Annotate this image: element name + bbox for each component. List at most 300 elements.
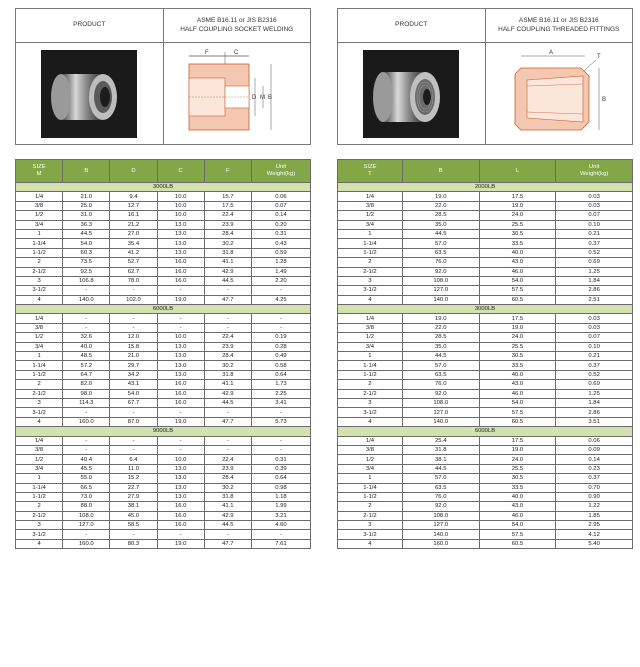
spec-label: ASME B16.11 or JIS B2316 HALF COUPLING SOCKET WELDING xyxy=(164,9,311,43)
table-cell: - xyxy=(63,314,110,323)
table-row xyxy=(338,333,633,342)
table-cell: 28.4 xyxy=(204,229,251,238)
table-cell: 40.4 xyxy=(63,455,110,464)
table-cell: 31.8 xyxy=(204,370,251,379)
table-cell: 92.0 xyxy=(402,502,479,511)
table-cell: - xyxy=(110,408,157,417)
table-cell: 0.03 xyxy=(556,192,633,201)
table-cell: 13.0 xyxy=(157,239,204,248)
table-cell: 10.0 xyxy=(157,201,204,210)
table-cell: 2-1/2 xyxy=(16,267,63,276)
column-header: B xyxy=(63,160,110,183)
table-cell: 0.14 xyxy=(251,211,310,220)
table-row xyxy=(16,352,311,361)
socket-weld-diagram xyxy=(177,46,297,142)
table-cell: 13.0 xyxy=(157,342,204,351)
table-cell: 43.0 xyxy=(479,380,556,389)
table-cell: 57.0 xyxy=(402,239,479,248)
table-cell: 43.1 xyxy=(110,380,157,389)
table-cell: 2 xyxy=(16,380,63,389)
table-cell: 1-1/4 xyxy=(16,361,63,370)
product-photo xyxy=(16,43,163,144)
table-row xyxy=(338,295,633,304)
table-row xyxy=(338,267,633,276)
table-cell: 66.5 xyxy=(63,483,110,492)
table-cell: 57.0 xyxy=(402,474,479,483)
table-cell: - xyxy=(157,408,204,417)
table-row xyxy=(338,417,633,426)
product-photo xyxy=(338,43,485,144)
table-cell: 10.0 xyxy=(157,192,204,201)
table-cell: 36.3 xyxy=(63,220,110,229)
table-row xyxy=(338,201,633,210)
table-row xyxy=(338,370,633,379)
table-cell: 140.0 xyxy=(402,530,479,539)
table-cell: 1.25 xyxy=(556,267,633,276)
table-cell: 16.0 xyxy=(157,511,204,520)
table-row xyxy=(16,455,311,464)
table-cell: 62.7 xyxy=(110,267,157,276)
table-cell: 60.5 xyxy=(479,295,556,304)
table-cell: 1/2 xyxy=(16,455,63,464)
table-cell: 13.0 xyxy=(157,483,204,492)
table-row xyxy=(338,408,633,417)
product-label: PRODUCT xyxy=(16,9,163,43)
threaded-panel xyxy=(337,8,633,549)
table-cell: 1-1/4 xyxy=(338,361,403,370)
table-row xyxy=(338,220,633,229)
table-cell: 3-1/2 xyxy=(338,286,403,295)
table-body xyxy=(16,183,311,549)
table-row xyxy=(338,502,633,511)
table-cell: 19.0 xyxy=(402,192,479,201)
table-cell: 23.9 xyxy=(204,342,251,351)
table-cell: 1.99 xyxy=(251,502,310,511)
table-cell: 15.2 xyxy=(110,474,157,483)
table-cell: 4 xyxy=(338,417,403,426)
table-row xyxy=(338,436,633,445)
table-cell: 31.0 xyxy=(63,211,110,220)
table-row xyxy=(16,239,311,248)
table-cell: 3.41 xyxy=(251,398,310,407)
table-cell: 57.5 xyxy=(479,408,556,417)
table-cell: 1.49 xyxy=(251,267,310,276)
product-label: PRODUCT xyxy=(338,9,485,43)
table-cell: 1/2 xyxy=(16,333,63,342)
table-cell: 3.51 xyxy=(556,417,633,426)
table-row xyxy=(16,483,311,492)
table-row xyxy=(16,258,311,267)
table-cell: 40.0 xyxy=(479,248,556,257)
table-row xyxy=(16,295,311,304)
table-cell: 27.9 xyxy=(110,492,157,501)
table-cell: - xyxy=(204,286,251,295)
table-cell: - xyxy=(157,436,204,445)
table-row xyxy=(16,342,311,351)
table-cell: 0.14 xyxy=(556,455,633,464)
table-cell: 0.31 xyxy=(251,229,310,238)
table-cell: 28.5 xyxy=(402,333,479,342)
table-cell: 2-1/2 xyxy=(338,389,403,398)
table-cell: 16.0 xyxy=(157,521,204,530)
table-cell: 92.0 xyxy=(402,267,479,276)
product-header xyxy=(337,8,633,145)
table-cell: 2-1/2 xyxy=(338,267,403,276)
table-body xyxy=(338,183,633,549)
table-cell: 0.37 xyxy=(556,474,633,483)
table-cell: 1-1/2 xyxy=(338,370,403,379)
table-cell: 127.0 xyxy=(402,286,479,295)
table-cell: 33.5 xyxy=(479,361,556,370)
table-cell: 1.73 xyxy=(251,380,310,389)
table-cell: - xyxy=(63,530,110,539)
table-cell: 0.21 xyxy=(556,352,633,361)
spec-column xyxy=(485,9,633,144)
table-cell: 63.5 xyxy=(402,370,479,379)
table-cell: 0.64 xyxy=(251,370,310,379)
pressure-class-label: 2000LB xyxy=(338,183,633,192)
table-cell: 22.4 xyxy=(204,333,251,342)
table-cell: 108.0 xyxy=(402,276,479,285)
table-cell: 10.0 xyxy=(157,455,204,464)
table-cell: 29.7 xyxy=(110,361,157,370)
table-cell: 13.0 xyxy=(157,248,204,257)
table-cell: - xyxy=(204,314,251,323)
table-row xyxy=(16,436,311,445)
table-cell: 0.07 xyxy=(251,201,310,210)
table-row xyxy=(338,239,633,248)
table-cell: 0.23 xyxy=(556,464,633,473)
table-cell: 19.0 xyxy=(479,201,556,210)
table-cell: 43.0 xyxy=(479,502,556,511)
table-row xyxy=(338,361,633,370)
table-cell: 28.4 xyxy=(204,352,251,361)
table-cell: 1-1/2 xyxy=(16,248,63,257)
table-row xyxy=(338,492,633,501)
table-cell: 30.5 xyxy=(479,229,556,238)
table-cell: 1/2 xyxy=(16,211,63,220)
table-cell: 140.0 xyxy=(63,295,110,304)
dimension-diagram xyxy=(486,43,633,144)
table-cell: 3/8 xyxy=(16,445,63,454)
table-cell: 28.5 xyxy=(402,211,479,220)
table-cell: 76.0 xyxy=(402,380,479,389)
table-cell: 13.0 xyxy=(157,370,204,379)
table-cell: 0.19 xyxy=(251,333,310,342)
table-row xyxy=(16,530,311,539)
table-cell: 2 xyxy=(338,258,403,267)
table-cell: 0.10 xyxy=(556,220,633,229)
table-cell: 127.0 xyxy=(402,521,479,530)
table-cell: 16.0 xyxy=(157,380,204,389)
table-cell: 78.0 xyxy=(110,276,157,285)
table-cell: 57.0 xyxy=(402,361,479,370)
table-cell: 2 xyxy=(338,502,403,511)
table-row xyxy=(16,502,311,511)
table-cell: 17.5 xyxy=(479,192,556,201)
table-cell: 73.0 xyxy=(63,492,110,501)
table-cell: - xyxy=(157,323,204,332)
table-cell: - xyxy=(63,436,110,445)
socket-weld-table xyxy=(15,159,311,549)
table-cell: 6.4 xyxy=(110,455,157,464)
table-row xyxy=(338,483,633,492)
table-cell: 0.39 xyxy=(251,464,310,473)
table-cell: 60.5 xyxy=(479,417,556,426)
table-row xyxy=(338,342,633,351)
table-cell: 24.0 xyxy=(479,455,556,464)
table-cell: 16.1 xyxy=(110,211,157,220)
table-cell: 3/8 xyxy=(338,445,403,454)
table-row xyxy=(338,314,633,323)
table-cell: 35.0 xyxy=(402,342,479,351)
table-cell: 0.59 xyxy=(251,248,310,257)
table-cell: 22.0 xyxy=(402,323,479,332)
table-cell: 0.03 xyxy=(556,201,633,210)
table-cell: 16.0 xyxy=(157,389,204,398)
dim-label: F xyxy=(204,49,209,56)
table-cell: 0.07 xyxy=(556,211,633,220)
table-cell: 52.7 xyxy=(110,258,157,267)
table-row xyxy=(16,370,311,379)
table-cell: 22.7 xyxy=(110,483,157,492)
table-header-row xyxy=(338,160,633,183)
table-cell: 35.4 xyxy=(110,239,157,248)
table-cell: 3 xyxy=(338,521,403,530)
threaded-diagram xyxy=(499,46,619,142)
table-cell: 21.2 xyxy=(110,220,157,229)
table-cell: 0.06 xyxy=(556,436,633,445)
dimension-diagram xyxy=(164,43,311,144)
table-cell: 22.4 xyxy=(204,455,251,464)
table-cell: 22.0 xyxy=(402,201,479,210)
table-row xyxy=(338,389,633,398)
table-row xyxy=(338,380,633,389)
table-cell: 0.06 xyxy=(251,192,310,201)
table-cell: 140.0 xyxy=(402,417,479,426)
table-cell: 41.1 xyxy=(204,380,251,389)
table-cell: 58.5 xyxy=(110,521,157,530)
table-row xyxy=(16,380,311,389)
table-row xyxy=(338,192,633,201)
table-row xyxy=(338,352,633,361)
table-cell: 12.7 xyxy=(110,201,157,210)
table-cell: 19.0 xyxy=(402,314,479,323)
table-cell: 1.84 xyxy=(556,398,633,407)
table-cell: 2 xyxy=(338,380,403,389)
table-row xyxy=(16,408,311,417)
product-column xyxy=(16,9,163,144)
table-cell: 1/4 xyxy=(338,192,403,201)
table-cell: - xyxy=(204,436,251,445)
table-cell: 1 xyxy=(16,352,63,361)
pressure-class-row xyxy=(16,305,311,314)
table-cell: 41.2 xyxy=(110,248,157,257)
table-cell: 1-1/2 xyxy=(16,492,63,501)
table-cell: 0.52 xyxy=(556,370,633,379)
table-cell: 1/4 xyxy=(16,192,63,201)
table-cell: 44.5 xyxy=(204,398,251,407)
table-cell: 102.0 xyxy=(110,295,157,304)
table-cell: 67.7 xyxy=(110,398,157,407)
table-cell: 44.5 xyxy=(402,352,479,361)
table-cell: 30.2 xyxy=(204,361,251,370)
table-cell: 1/2 xyxy=(338,333,403,342)
table-cell: 1/4 xyxy=(338,314,403,323)
table-cell: 5.73 xyxy=(251,417,310,426)
table-cell: 24.0 xyxy=(479,211,556,220)
table-row xyxy=(338,258,633,267)
table-cell: 2-1/2 xyxy=(16,511,63,520)
table-cell: 54.0 xyxy=(479,521,556,530)
table-cell: 108.0 xyxy=(402,398,479,407)
table-cell: 33.5 xyxy=(479,239,556,248)
table-cell: - xyxy=(157,286,204,295)
table-cell: 46.0 xyxy=(479,267,556,276)
table-cell: 24.0 xyxy=(479,333,556,342)
table-cell: 0.07 xyxy=(556,333,633,342)
table-cell: 0.37 xyxy=(556,361,633,370)
table-cell: 4.25 xyxy=(251,295,310,304)
table-cell: 0.03 xyxy=(556,314,633,323)
table-cell: 13.0 xyxy=(157,464,204,473)
table-cell: 4 xyxy=(16,295,63,304)
table-cell: 1 xyxy=(16,229,63,238)
table-cell: - xyxy=(110,323,157,332)
table-cell: - xyxy=(110,445,157,454)
table-cell: 16.0 xyxy=(157,258,204,267)
table-cell: 3 xyxy=(16,521,63,530)
table-cell: 19.0 xyxy=(479,445,556,454)
table-row xyxy=(16,192,311,201)
table-cell: 13.0 xyxy=(157,220,204,229)
table-cell: 21.0 xyxy=(110,352,157,361)
table-cell: 7.61 xyxy=(251,539,310,548)
table-cell: 19.0 xyxy=(157,417,204,426)
socket-weld-panel xyxy=(15,8,311,549)
table-cell: 0.64 xyxy=(251,474,310,483)
table-cell: 25.4 xyxy=(402,436,479,445)
table-cell: 1-1/2 xyxy=(338,248,403,257)
table-cell: 92.5 xyxy=(63,267,110,276)
table-cell: 76.0 xyxy=(402,492,479,501)
table-cell: 41.1 xyxy=(204,258,251,267)
table-cell: - xyxy=(110,314,157,323)
table-cell: 11.0 xyxy=(110,464,157,473)
table-cell: 3 xyxy=(16,276,63,285)
table-row xyxy=(16,539,311,548)
table-cell: 1.18 xyxy=(251,492,310,501)
table-cell: 3 xyxy=(338,276,403,285)
table-cell: 1/4 xyxy=(16,436,63,445)
table-row xyxy=(16,314,311,323)
table-cell: 140.0 xyxy=(402,295,479,304)
table-row xyxy=(16,417,311,426)
table-cell: 40.0 xyxy=(63,342,110,351)
table-cell: 1.22 xyxy=(556,502,633,511)
table-row xyxy=(338,530,633,539)
table-cell: - xyxy=(204,408,251,417)
table-cell: - xyxy=(251,408,310,417)
table-cell: 16.0 xyxy=(157,267,204,276)
table-cell: 19.0 xyxy=(157,539,204,548)
table-cell: - xyxy=(157,445,204,454)
table-row xyxy=(338,464,633,473)
table-cell: 1.85 xyxy=(556,511,633,520)
table-cell: 2.25 xyxy=(251,389,310,398)
table-row xyxy=(16,323,311,332)
table-cell: 25.5 xyxy=(479,342,556,351)
table-cell: - xyxy=(63,445,110,454)
table-cell: 13.0 xyxy=(157,474,204,483)
table-cell: 0.43 xyxy=(251,239,310,248)
column-header: Unit Weight(kg) xyxy=(556,160,633,183)
table-cell: 16.0 xyxy=(157,276,204,285)
table-row xyxy=(16,333,311,342)
table-cell: - xyxy=(63,286,110,295)
table-cell: 46.0 xyxy=(479,511,556,520)
table-cell: - xyxy=(63,408,110,417)
pressure-class-row xyxy=(16,183,311,192)
table-cell: 45.0 xyxy=(110,511,157,520)
table-cell: 0.98 xyxy=(251,483,310,492)
table-row xyxy=(338,511,633,520)
table-cell: 41.1 xyxy=(204,502,251,511)
table-cell: 57.5 xyxy=(479,286,556,295)
table-cell: 64.7 xyxy=(63,370,110,379)
dim-label: C xyxy=(233,49,239,56)
table-cell: 0.09 xyxy=(556,445,633,454)
table-cell: 1-1/2 xyxy=(338,492,403,501)
table-cell: 60.5 xyxy=(479,539,556,548)
column-header: Unit Weight(kg) xyxy=(251,160,310,183)
pressure-class-row xyxy=(338,427,633,436)
table-cell: 13.0 xyxy=(157,352,204,361)
table-cell: 23.9 xyxy=(204,464,251,473)
threaded-coupling-photo xyxy=(363,50,459,138)
table-row xyxy=(16,492,311,501)
table-cell: 2.86 xyxy=(556,408,633,417)
column-header: SIZE T xyxy=(338,160,403,183)
table-cell: 1 xyxy=(338,474,403,483)
pressure-class-label: 3000LB xyxy=(16,183,311,192)
table-row xyxy=(338,323,633,332)
table-cell: - xyxy=(110,436,157,445)
table-cell: 25.5 xyxy=(479,464,556,473)
table-row xyxy=(16,474,311,483)
table-cell: 17.5 xyxy=(479,436,556,445)
table-cell: 0.58 xyxy=(251,361,310,370)
table-cell: 127.0 xyxy=(63,521,110,530)
table-cell: 127.0 xyxy=(402,408,479,417)
table-cell: 19.0 xyxy=(157,295,204,304)
table-cell: 31.8 xyxy=(204,248,251,257)
pressure-class-row xyxy=(16,427,311,436)
table-cell: 54.0 xyxy=(479,398,556,407)
table-cell: 54.0 xyxy=(63,239,110,248)
dim-label: A xyxy=(548,49,553,56)
table-cell: 88.0 xyxy=(63,502,110,511)
table-row xyxy=(338,398,633,407)
table-cell: - xyxy=(204,445,251,454)
table-cell: 3/8 xyxy=(338,201,403,210)
table-cell: 1 xyxy=(338,352,403,361)
table-cell: 35.0 xyxy=(402,220,479,229)
table-cell: 30.5 xyxy=(479,474,556,483)
table-cell: 2.20 xyxy=(251,276,310,285)
table-cell: 2 xyxy=(16,502,63,511)
table-cell: 0.31 xyxy=(251,455,310,464)
